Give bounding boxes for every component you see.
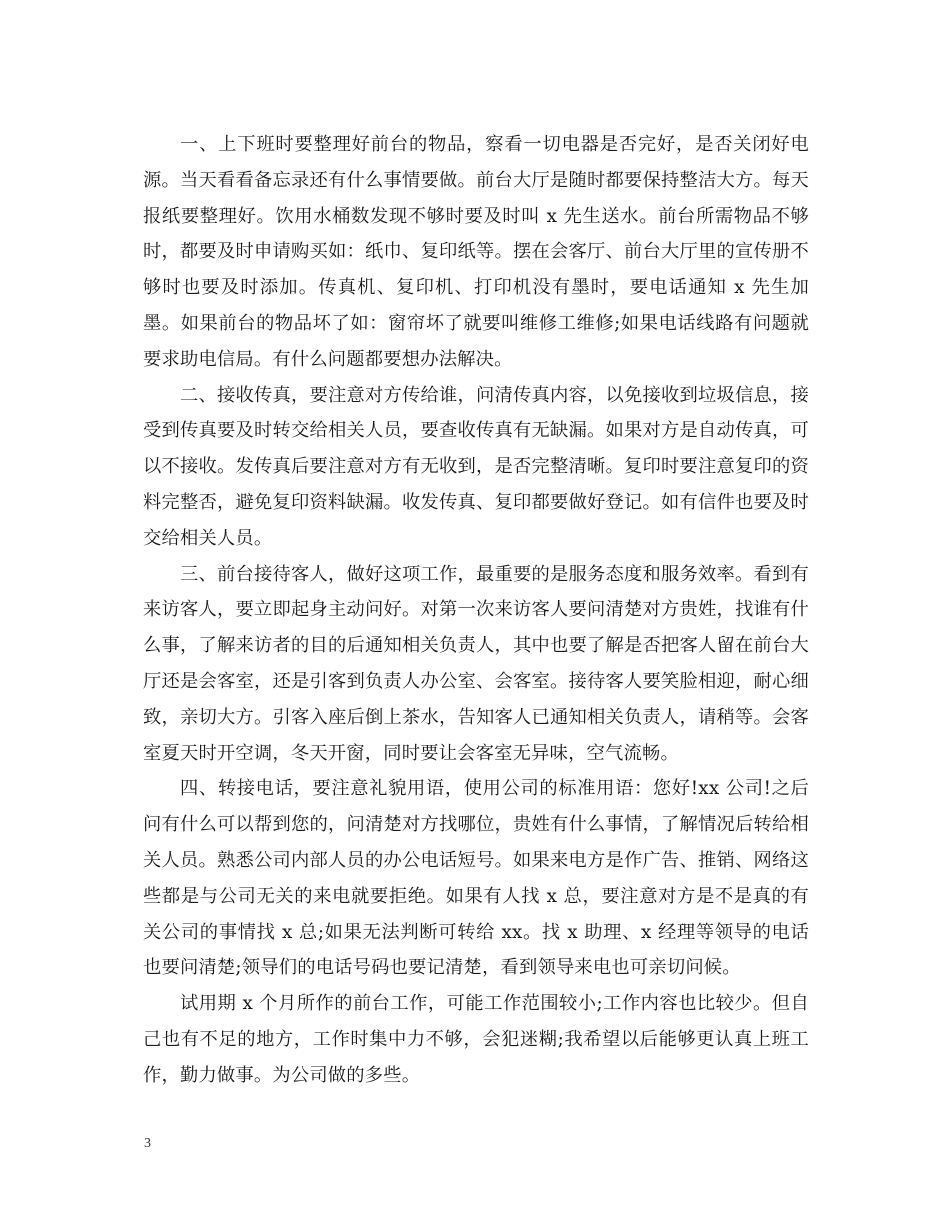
paragraph-probation-summary: 试用期 x 个月所作的前台工作，可能工作范围较小;工作内容也比较少。但自己也有不足的地方，工作时集中力不够，会犯迷糊;我希望以后能够更认真上班工作，勤力做事。为公司做的多些。 (143, 993, 809, 1086)
paragraph-reception-duties: 一、上下班时要整理好前台的物品，察看一切电器是否完好，是否关闭好电源。当天看看备忘录还有什么事情要做。前台大厅是随时都要保持整洁大方。每天报纸要整理好。饮用水桶数发现不够时要及时叫 x 先生送水。前台所需物品不够时，都要及时申请购买如：纸巾、复印纸等。摆在会客厅、前台大厅里的宣传册不够时也要及时添加。传真机、复印机、打印机没有墨时，要电话通知 x 先生加墨。如果前台的物品坏了如：窗帘坏了就要叫维修工维修;如果电话线路有问题就要求助电信局。有什么问题都要想办法解决。 (143, 134, 809, 370)
paragraph-fax-handling: 二、接收传真，要注意对方传给谁，问清传真内容，以免接收到垃圾信息，接受到传真要及时转交给相关人员，要查收传真有无缺漏。如果对方是自动传真，可以不接收。发传真后要注意对方有无收到，是否完整清晰。复印时要注意复印的资料完整否，避免复印资料缺漏。收发传真、复印都要做好登记。如有信件也要及时交给相关人员。 (143, 384, 809, 549)
paragraph-receiving-guests: 三、前台接待客人，做好这项工作，最重要的是服务态度和服务效率。看到有来访客人，要立即起身主动问好。对第一次来访客人要问清楚对方贵姓，找谁有什么事，了解来访者的目的后通知相关负责人，其中也要了解是否把客人留在前台大厅还是会客室，还是引客到负责人办公室、会客室。接待客人要笑脸相迎，耐心细致，亲切大方。引客入座后倒上茶水，告知客人已通知相关负责人，请稍等。会客室夏天时开空调，冬天开窗，同时要让会客室无异味，空气流畅。 (143, 563, 809, 764)
page-number: 3 (144, 1136, 151, 1151)
paragraph-phone-transfer: 四、转接电话，要注意礼貌用语，使用公司的标准用语：您好!xx 公司!之后问有什么可以帮到您的，问清楚对方找哪位，贵姓有什么事情，了解情况后转给相关人员。熟悉公司内部人员的办公电话短号。如果来电方是作广告、推销、网络这些都是与公司无关的来电就要拒绝。如果有人找 x 总，要注意对方是不是真的有关公司的事情找 x 总;如果无法判断可转给 xx。找 x 助理、x 经理等领导的电话也要问清楚;领导们的电话号码也要记清楚，看到领导来电也可亲切问候。 (143, 778, 809, 979)
document-body (143, 127, 809, 1094)
